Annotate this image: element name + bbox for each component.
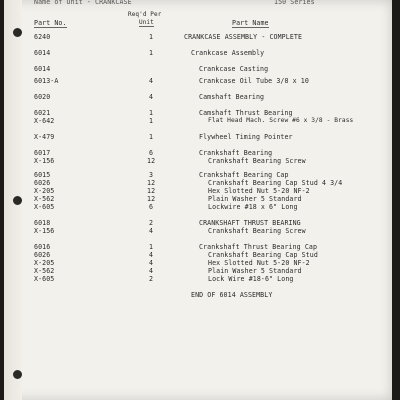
quantity: 4 — [149, 251, 154, 259]
part-name: Hex Slotted Nut 5-20 NF-2 — [208, 259, 310, 267]
part-name: Flat Head Mach. Screw #6 x 3/8 - Brass — [208, 117, 354, 124]
part-number: 6018 — [34, 219, 51, 227]
document-page — [4, 0, 392, 400]
part-name: Flywheel Timing Pointer — [199, 133, 293, 141]
part-name: Crankcase Assembly — [191, 49, 265, 57]
part-number: 6240 — [34, 33, 51, 41]
part-name: Lock Wire #18-6" Long — [208, 275, 294, 283]
part-number: 6013-A — [34, 77, 59, 85]
part-number: X-605 — [34, 203, 55, 211]
parts-list — [4, 0, 392, 400]
column-part-no: Part No. — [34, 19, 67, 27]
quantity: 12 — [147, 195, 156, 203]
series-label: 150 Series — [274, 0, 315, 6]
quantity: 2 — [149, 275, 154, 283]
part-number: X-205 — [34, 187, 55, 195]
part-name: Lockwire #18 x 6" Long — [208, 203, 298, 211]
quantity: 12 — [147, 187, 156, 195]
part-name: CRANKCASE ASSEMBLY - COMPLETE — [184, 33, 303, 41]
column-reqd-line2: Unit — [139, 19, 154, 26]
part-name: Crankshaft Bearing Screw — [208, 227, 306, 235]
part-number: X-205 — [34, 259, 55, 267]
part-number: 6015 — [34, 171, 51, 179]
part-name: Crankshaft Thrust Bearing Cap — [199, 243, 318, 251]
part-number: 6014 — [34, 65, 51, 73]
part-number: 6017 — [34, 149, 51, 157]
quantity: 4 — [149, 93, 154, 101]
part-number: 6016 — [34, 243, 51, 251]
part-name: Crankshaft Bearing Cap — [199, 171, 289, 179]
quantity: 1 — [149, 243, 154, 251]
quantity: 4 — [149, 227, 154, 235]
part-number: X-562 — [34, 195, 55, 203]
part-number: 6020 — [34, 93, 51, 101]
part-name: Camshaft Thrust Bearing — [199, 109, 293, 117]
part-name: Camshaft Bearing — [199, 93, 265, 101]
part-name: Crankcase Oil Tube 3/8 x 10 — [199, 77, 309, 85]
part-name: Hex Slotted Nut 5-20 NF-2 — [208, 187, 310, 195]
quantity: 1 — [149, 133, 154, 141]
column-part-name: Part Name — [232, 19, 269, 27]
quantity: 12 — [147, 157, 156, 165]
quantity: 12 — [147, 179, 156, 187]
part-name: Plain Washer 5 Standard — [208, 267, 302, 275]
part-number: X-605 — [34, 275, 55, 283]
end-of-assembly-note: END OF 6014 ASSEMBLY — [191, 291, 273, 299]
unit-name: Name of Unit - CRANKCASE — [34, 0, 132, 6]
part-number: 6026 — [34, 179, 51, 187]
part-name: Plain Washer 5 Standard — [208, 195, 302, 203]
part-number: X-156 — [34, 227, 55, 235]
quantity: 3 — [149, 171, 154, 179]
quantity: 6 — [149, 203, 154, 211]
quantity: 1 — [149, 109, 154, 117]
part-number: 6021 — [34, 109, 51, 117]
quantity: 1 — [149, 33, 154, 41]
part-number: 6026 — [34, 251, 51, 259]
part-number: X-156 — [34, 157, 55, 165]
column-reqd-line1: Req'd Per — [128, 11, 162, 18]
quantity: 1 — [149, 49, 154, 57]
part-number: X-479 — [34, 133, 55, 141]
part-name: Crankshaft Bearing — [199, 149, 273, 157]
quantity: 4 — [149, 77, 154, 85]
quantity: 6 — [149, 149, 154, 157]
part-name: Crankshaft Bearing Cap Stud 4 3/4 — [208, 179, 343, 187]
part-name: Crankshaft Bearing Cap Stud — [208, 251, 318, 259]
quantity: 2 — [149, 219, 154, 227]
part-number: 6014 — [34, 49, 51, 57]
quantity: 4 — [149, 267, 154, 275]
part-name: Crankshaft Bearing Screw — [208, 157, 306, 165]
part-number: X-562 — [34, 267, 55, 275]
quantity: 4 — [149, 259, 154, 267]
part-name: Crankcase Casting — [199, 65, 269, 73]
quantity: 1 — [149, 117, 154, 125]
part-number: X-642 — [34, 117, 55, 125]
part-name: CRANKSHAFT THRUST BEARING — [199, 219, 301, 227]
